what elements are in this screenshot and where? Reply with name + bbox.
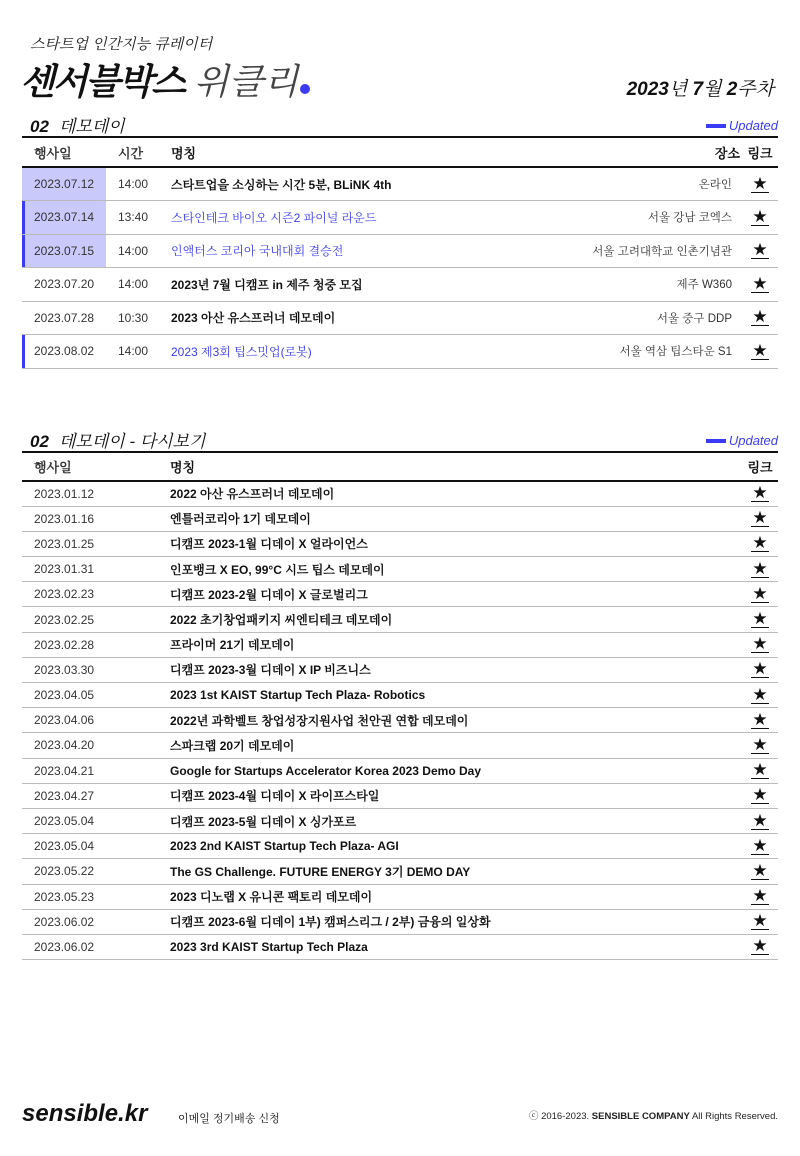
link-cell [742, 506, 778, 531]
table-row[interactable] [22, 167, 778, 201]
link-cell [742, 234, 778, 268]
event-date: 2023.06.02 [22, 934, 170, 959]
link-cell [742, 335, 778, 369]
event-place: 서울 중구 DDP [511, 301, 742, 335]
event-date: 2023.02.23 [22, 582, 170, 607]
week-month: 7 [692, 79, 704, 100]
link-cell [742, 884, 778, 909]
col-date: 행사일 [22, 137, 106, 167]
section1-title [30, 112, 125, 137]
event-name[interactable]: 2023 아산 유스프러너 데모데이 [171, 301, 511, 335]
event-place: 서울 강남 코엑스 [511, 201, 742, 235]
star-link-icon[interactable]: ★ [752, 835, 768, 855]
demoday-table [22, 136, 778, 369]
event-name[interactable]: 디캠프 2023-2월 디데이 X 글로벌리그 [170, 582, 742, 607]
star-link-icon[interactable]: ★ [752, 206, 768, 226]
event-time: 14:00 [106, 268, 171, 302]
event-name[interactable]: 2023 디노랩 X 유니콘 팩토리 데모데이 [170, 884, 742, 909]
event-name[interactable]: 2023년 7월 디캠프 in 제주 청중 모집 [171, 268, 511, 302]
week-number: 2 [726, 79, 738, 100]
event-name[interactable]: 스타트업을 소싱하는 시간 5분, BLiNK 4th [171, 167, 511, 201]
link-cell [742, 708, 778, 733]
col-link: 링크 [742, 452, 778, 481]
col-link: 링크 [742, 137, 778, 167]
table-row[interactable] [22, 859, 778, 884]
table-row[interactable] [22, 481, 778, 506]
event-time: 14:00 [106, 335, 171, 369]
table-row[interactable] [22, 557, 778, 582]
event-name[interactable]: 엔틀러코리아 1기 데모데이 [170, 506, 742, 531]
event-name[interactable]: 디캠프 2023-3월 디데이 X IP 비즈니스 [170, 657, 742, 682]
event-place: 서울 고려대학교 인촌기념관 [511, 234, 742, 268]
event-name[interactable]: 2022 초기창업패키지 씨엔티테크 데모데이 [170, 607, 742, 632]
star-link-icon[interactable]: ★ [752, 340, 768, 360]
issue-week [627, 74, 774, 101]
event-name[interactable]: 디캠프 2023-4월 디데이 X 라이프스타일 [170, 783, 742, 808]
event-date: 2023.08.02 [22, 335, 106, 369]
table-row[interactable] [22, 934, 778, 959]
email-subscribe-link[interactable]: 이메일 정기배송 신청 [178, 1113, 280, 1125]
star-link-icon[interactable]: ★ [752, 583, 768, 603]
brand-dot-icon [300, 84, 310, 94]
event-date: 2023.02.25 [22, 607, 170, 632]
updated-label: Updated [728, 118, 778, 133]
star-link-icon[interactable]: ★ [752, 609, 768, 629]
table-row[interactable] [22, 758, 778, 783]
event-date: 2023.07.15 [22, 234, 106, 268]
star-link-icon[interactable]: ★ [752, 936, 768, 956]
event-date: 2023.04.27 [22, 783, 170, 808]
brand-title [20, 54, 310, 105]
table-row[interactable] [22, 733, 778, 758]
event-name[interactable]: 스파크랩 20기 데모데이 [170, 733, 742, 758]
event-date: 2023.03.30 [22, 657, 170, 682]
table-row[interactable] [22, 708, 778, 733]
star-link-icon[interactable]: ★ [752, 483, 768, 503]
col-date: 행사일 [22, 452, 170, 481]
event-time: 10:30 [106, 301, 171, 335]
demoday-replay-table [22, 451, 778, 960]
event-place: 서울 역삼 팁스타운 S1 [511, 335, 742, 369]
star-link-icon[interactable]: ★ [752, 558, 768, 578]
brand-light: 위클리 [193, 61, 299, 102]
updated-bar-icon [706, 439, 726, 443]
week-year-unit: 년 [668, 79, 688, 100]
section1-label: 데모데이 [58, 117, 125, 136]
table-header [22, 137, 778, 167]
star-link-icon[interactable]: ★ [752, 760, 768, 780]
link-cell [742, 167, 778, 201]
event-time: 14:00 [106, 167, 171, 201]
section2-number: 02 [30, 432, 49, 451]
link-cell [742, 934, 778, 959]
updated-bar-icon [706, 124, 726, 128]
event-date: 2023.05.04 [22, 834, 170, 859]
section2-title [30, 427, 205, 452]
brand-bold: 센서블박스 [20, 61, 184, 102]
event-name[interactable]: 2023 2nd KAIST Startup Tech Plaza- AGI [170, 834, 742, 859]
event-place: 제주 W360 [511, 268, 742, 302]
event-name[interactable]: 2023 3rd KAIST Startup Tech Plaza [170, 934, 742, 959]
event-name[interactable]: 2022 아산 유스프러너 데모데이 [170, 481, 742, 506]
col-name: 명칭 [170, 452, 742, 481]
table-row[interactable] [22, 506, 778, 531]
company-name: SENSIBLE COMPANY [591, 1111, 690, 1122]
col-name: 명칭 [171, 137, 511, 167]
event-name[interactable]: 디캠프 2023-6월 디데이 1부) 캠퍼스리그 / 2부) 금융의 일상화 [170, 909, 742, 934]
event-name[interactable]: 인포뱅크 X EO, 99°C 시드 팁스 데모데이 [170, 557, 742, 582]
star-link-icon[interactable]: ★ [752, 684, 768, 704]
link-cell [742, 557, 778, 582]
link-cell [742, 481, 778, 506]
table-row[interactable] [22, 301, 778, 335]
event-date: 2023.04.05 [22, 683, 170, 708]
event-date: 2023.05.23 [22, 884, 170, 909]
link-cell [742, 808, 778, 833]
week-month-unit: 월 [703, 79, 722, 100]
event-place: 온라인 [511, 167, 742, 201]
event-name[interactable]: 2023 1st KAIST Startup Tech Plaza- Robotics [170, 683, 742, 708]
section2-label: 데모데이 - 다시보기 [58, 432, 206, 451]
event-date: 2023.01.16 [22, 506, 170, 531]
event-date: 2023.04.20 [22, 733, 170, 758]
table-row[interactable] [22, 657, 778, 682]
table-row[interactable] [22, 335, 778, 369]
event-name[interactable]: 디캠프 2023-1월 디데이 X 얼라이언스 [170, 531, 742, 556]
event-name[interactable]: 스타인테크 바이오 시즌2 파이널 라운드 [171, 201, 511, 235]
week-unit: 주차 [737, 79, 774, 100]
star-link-icon[interactable]: ★ [752, 240, 768, 260]
table-row[interactable] [22, 531, 778, 556]
event-name[interactable]: 프라이머 21기 데모데이 [170, 632, 742, 657]
star-link-icon[interactable]: ★ [752, 508, 768, 528]
star-link-icon[interactable]: ★ [752, 533, 768, 553]
link-cell [742, 909, 778, 934]
star-link-icon[interactable]: ★ [752, 634, 768, 654]
star-link-icon[interactable]: ★ [752, 911, 768, 931]
copyright [529, 1108, 778, 1122]
star-link-icon[interactable]: ★ [752, 886, 768, 906]
link-cell [742, 632, 778, 657]
star-link-icon[interactable]: ★ [752, 785, 768, 805]
event-time: 13:40 [106, 201, 171, 235]
table-row[interactable] [22, 632, 778, 657]
event-date: 2023.04.06 [22, 708, 170, 733]
table-row[interactable] [22, 234, 778, 268]
table-row[interactable] [22, 607, 778, 632]
event-name[interactable]: 인액터스 코리아 국내대회 결승전 [171, 234, 511, 268]
table-row[interactable] [22, 808, 778, 833]
link-cell [742, 531, 778, 556]
copyright-years: ⓒ 2016-2023. [528, 1111, 590, 1122]
link-cell [742, 783, 778, 808]
event-time: 14:00 [106, 234, 171, 268]
event-date: 2023.05.04 [22, 808, 170, 833]
link-cell [742, 859, 778, 884]
col-place: 장소 [511, 137, 742, 167]
table-row[interactable] [22, 582, 778, 607]
event-date: 2023.06.02 [22, 909, 170, 934]
star-link-icon[interactable]: ★ [752, 273, 768, 293]
link-cell [742, 582, 778, 607]
rights-text: All Rights Reserved. [691, 1111, 778, 1122]
star-link-icon[interactable]: ★ [752, 860, 768, 880]
col-time: 시간 [106, 137, 171, 167]
subtitle: 스타트업 인간지능 큐레이터 [30, 36, 213, 53]
link-cell [742, 201, 778, 235]
table-row[interactable] [22, 834, 778, 859]
event-date: 2023.01.31 [22, 557, 170, 582]
event-date: 2023.07.20 [22, 268, 106, 302]
star-link-icon[interactable]: ★ [752, 173, 768, 193]
star-link-icon[interactable]: ★ [752, 810, 768, 830]
event-date: 2023.04.21 [22, 758, 170, 783]
link-cell [742, 301, 778, 335]
star-link-icon[interactable]: ★ [752, 307, 768, 327]
event-date: 2023.07.14 [22, 201, 106, 235]
table-row[interactable] [22, 909, 778, 934]
link-cell [742, 683, 778, 708]
star-link-icon[interactable]: ★ [752, 709, 768, 729]
star-link-icon[interactable]: ★ [752, 734, 768, 754]
link-cell [742, 834, 778, 859]
updated-label: Updated [728, 433, 778, 448]
section1-updated-legend [706, 118, 778, 133]
section1-number: 02 [30, 117, 49, 136]
event-date: 2023.07.12 [22, 167, 106, 201]
table-row[interactable] [22, 683, 778, 708]
link-cell [742, 758, 778, 783]
event-name[interactable]: 디캠프 2023-5월 디데이 X 싱가포르 [170, 808, 742, 833]
link-cell [742, 268, 778, 302]
star-link-icon[interactable]: ★ [752, 659, 768, 679]
table-row[interactable] [22, 884, 778, 909]
event-date: 2023.07.28 [22, 301, 106, 335]
event-date: 2023.02.28 [22, 632, 170, 657]
event-name[interactable]: 2023 제3회 팁스밋업(로봇) [171, 335, 511, 369]
table-row[interactable] [22, 783, 778, 808]
link-cell [742, 733, 778, 758]
table-row[interactable] [22, 201, 778, 235]
event-date: 2023.01.25 [22, 531, 170, 556]
event-name[interactable]: 2022년 과학벨트 창업성장지원사업 천안권 연합 데모데이 [170, 708, 742, 733]
event-name[interactable]: Google for Startups Accelerator Korea 2023 Demo Day [170, 758, 742, 783]
table-header [22, 452, 778, 481]
week-year: 2023 [626, 79, 669, 100]
section2-updated-legend [706, 433, 778, 448]
event-name[interactable]: The GS Challenge. FUTURE ENERGY 3기 DEMO DAY [170, 859, 742, 884]
event-date: 2023.05.22 [22, 859, 170, 884]
table-row[interactable] [22, 268, 778, 302]
link-cell [742, 657, 778, 682]
event-date: 2023.01.12 [22, 481, 170, 506]
footer-logo[interactable]: sensible.kr [22, 1100, 148, 1127]
link-cell [742, 607, 778, 632]
